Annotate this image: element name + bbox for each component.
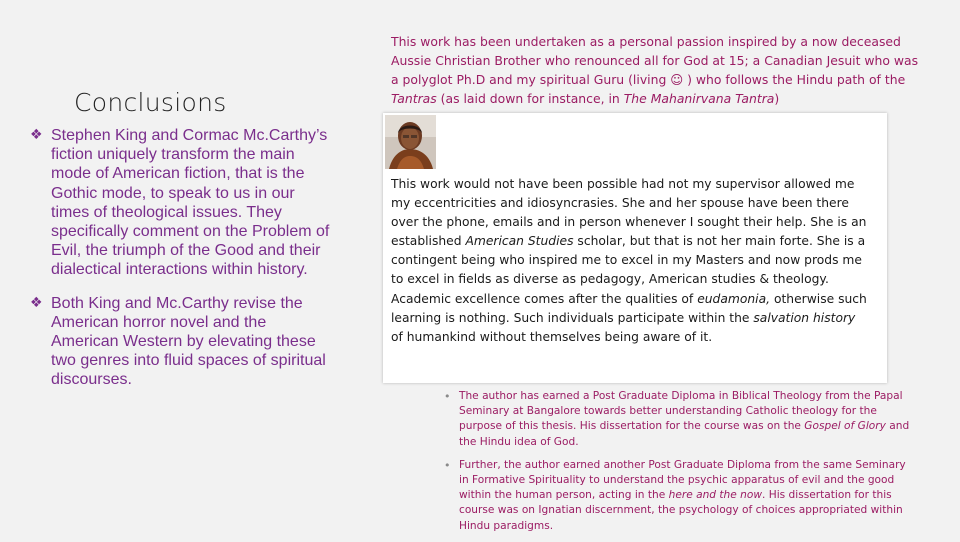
supervisor-photo	[385, 115, 436, 169]
supervisor-text-part: of humankind without themselves being aware of it.	[391, 329, 713, 344]
bullet-dot-icon: •	[444, 458, 451, 472]
acknowledgement-intro	[391, 32, 929, 108]
intro-text: (as laid down for instance, in	[436, 91, 624, 106]
intro-emphasis: The Mahanirvana Tantra	[623, 91, 775, 106]
intro-text: This work has been undertaken as a personal passion inspired by a now deceased Aussie Christian Brother who renounced all for God at 15; a Canadian Jesuit who was a polyglot Ph.D and my spiritual Guru (living	[391, 34, 919, 87]
supervisor-emphasis: American Studies	[465, 234, 574, 249]
note-item	[444, 389, 910, 450]
bullet-text: Both King and Mc.Carthy revise the American horror novel and the American Western by elevating these two genres into fluid spaces of spiritual discourses.	[51, 294, 326, 389]
bullet-dot-icon: •	[444, 390, 451, 403]
supervisor-card	[383, 113, 887, 383]
note-emphasis: Gospel of Glory	[804, 420, 886, 433]
note-text: The author has earned a Post Graduate Diploma in Biblical Theology from the Papal Seminary at Bangalore towards better understanding Catholic theology for the purpose of this thesis. His dissertation for the course was on the	[459, 390, 903, 433]
diamond-bullet-icon: ❖	[30, 127, 43, 143]
intro-text: )	[774, 91, 780, 106]
supervisor-emphasis: salvation history	[753, 310, 856, 325]
smiley-icon: ☺	[670, 72, 684, 87]
supervisor-text-part: This work would not have been possible had not my supervisor allowed me my eccentricities and idiosyncrasies. She and her spouse have been there over the phone, emails and in person whenever I sought their help. She is an established	[391, 177, 867, 249]
supervisor-text-part: otherwise such learning is nothing. Such individuals participate within the	[391, 291, 867, 325]
slide-title: Conclusions	[74, 88, 227, 117]
supervisor-text	[391, 175, 871, 347]
conclusion-bullets	[30, 126, 330, 404]
author-notes	[444, 389, 910, 542]
diamond-bullet-icon: ❖	[30, 294, 43, 311]
note-item	[444, 458, 910, 534]
note-text: Further, the author earned another Post Graduate Diploma from the same Seminary in Formative Spirituality to understand the psychic apparatus of evil and the good within the human person, acting in the	[459, 458, 906, 502]
intro-emphasis: Tantras	[391, 91, 437, 106]
note-emphasis: here and the now	[668, 489, 763, 502]
bullet-text: Stephen King and Cormac Mc.Carthy’s fiction uniquely transform the main mode of American fiction, that is the Gothic mode, to speak to us in our times of theological issues. They specifically comment on the Problem of Evil, the triumph of the Good and their dialectical interactions within history.	[51, 127, 330, 279]
bullet-item	[30, 126, 330, 280]
supervisor-text-part: scholar, but that is not her main forte. She is a contingent being who inspired me to excel in my Masters and now prods me to excel in fields as diverse as pedagogy, American studies & theology. Academic excellence comes after the qualities of	[391, 234, 866, 306]
supervisor-emphasis: eudamonia,	[697, 291, 771, 306]
note-text: and the Hindu idea of God.	[459, 420, 910, 448]
bullet-item	[30, 294, 330, 390]
note-text: . His dissertation for this course was on Ignatian discernment, the psychology of choices appropriated within Hindu paradigms.	[459, 489, 903, 532]
intro-text: ) who follows the Hindu path of the	[683, 72, 906, 87]
